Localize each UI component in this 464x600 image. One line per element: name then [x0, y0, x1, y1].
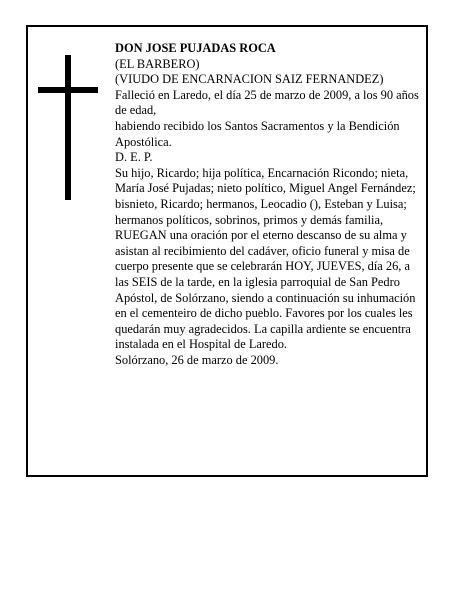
widower-line: (VIUDO DE ENCARNACION SAIZ FERNANDEZ)	[115, 72, 384, 87]
sacraments-line: habiendo recibido los Santos Sacramentos y la Bendición Apostólica.	[115, 118, 400, 149]
death-details: Falleció en Laredo, el día 25 de marzo de 2009, a los 90 años de edad,	[115, 87, 419, 118]
place-date: Solórzano, 26 de marzo de 2009.	[115, 352, 279, 367]
obituary-notice	[26, 25, 428, 477]
cross-horizontal-bar	[38, 87, 98, 93]
cross-icon	[38, 55, 98, 200]
deceased-name: DON JOSE PUJADAS ROCA	[115, 41, 276, 55]
family-list: Su hijo, Ricardo; hija política, Encarnación Ricondo; nieta, María José Pujadas; nieto político, Miguel Angel Fernández; bisnieto, Ricardo; hermanos, Leocadio (), Esteban y Luisa; hermanos políticos, sobrinos, primos y demás familia,	[115, 165, 416, 227]
deceased-nickname: (EL BARBERO)	[115, 56, 200, 71]
cross-vertical-bar	[65, 55, 71, 200]
funeral-request: RUEGAN una oración por el eterno descanso de su alma y asistan al recibimiento del cadáver, oficio funeral y misa de cuerpo presente que se celebrarán HOY, JUEVES, día 26, a las SEIS de la tarde, en la iglesia parroquial de San Pedro Apóstol, de Solórzano, siendo a continuación su inhumación en el cementeiro de dicho pueblo. Favores por los cuales les quedarán muy agradecidos. La capilla ardiente se encuentra instalada en el Hospital de Laredo.	[115, 228, 416, 352]
notice-text	[115, 41, 423, 368]
rip-line: D. E. P.	[115, 150, 153, 165]
